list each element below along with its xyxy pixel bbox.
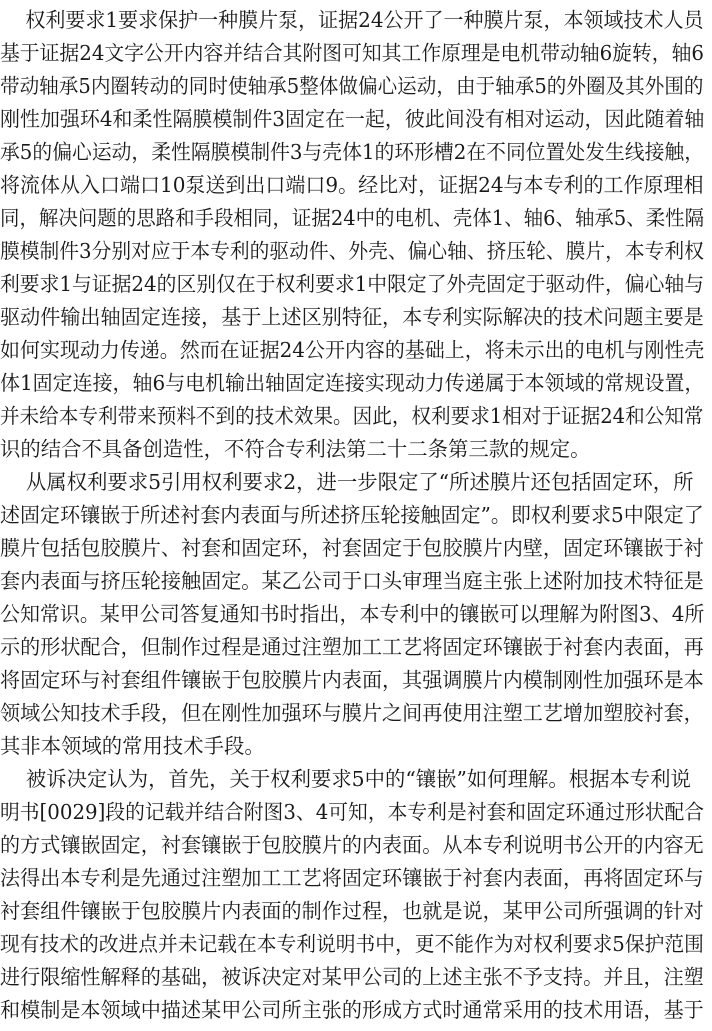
text-line: 将固定环与衬套组件镶嵌于包胶膜片内表面，其强调膜片内模制刚性加强环是本 — [0, 668, 704, 692]
text-line: 膜片包括包胶膜片、衬套和固定环，衬套固定于包胶膜片内壁，固定环镶嵌于衬 — [0, 536, 704, 560]
text-line: 法得出本专利是先通过注塑加工工艺将固定环镶嵌于衬套内表面，再将固定环与 — [0, 866, 704, 890]
text-line: 驱动件输出轴固定连接，基于上述区别特征，本专利实际解决的技术问题主要是 — [0, 305, 704, 329]
text-line: 从属权利要求5引用权利要求2，进一步限定了“所述膜片还包括固定环，所 — [0, 470, 694, 494]
text-line: 体1固定连接，轴6与电机输出轴固定连接实现动力传递属于本领域的常规设置， — [0, 371, 705, 395]
text-line: 示的形状配合，但制作过程是通过注塑加工工艺将固定环镶嵌于衬套内表面，再 — [0, 635, 704, 659]
text-line: 现有技术的改进点并未记载在本专利说明书中，更不能作为对权利要求5保护范围 — [0, 932, 704, 956]
text-line: 述固定环镶嵌于所述衬套内表面与所述挤压轮接触固定”。即权利要求5中限定了 — [0, 503, 704, 527]
text-line: 识的结合不具备创造性，不符合专利法第二十二条第三款的规定。 — [0, 437, 591, 461]
text-line: 的方式镶嵌固定，衬套镶嵌于包胶膜片的内表面。从本专利说明书公开的内容无 — [0, 833, 704, 857]
text-line: 承5的偏心运动，柔性隔膜模制件3与壳体1的环形槽2在不同位置处发生线接触， — [0, 140, 704, 164]
text-line: 权利要求1要求保护一种膜片泵，证据24公开了一种膜片泵，本领域技术人员 — [0, 8, 704, 32]
text-line: 领域公知技术手段，但在刚性加强环与膜片之间再使用注塑工艺增加塑胶衬套， — [0, 701, 704, 725]
text-line: 套内表面与挤压轮接触固定。某乙公司于口头审理当庭主张上述附加技术特征是 — [0, 569, 704, 593]
text-line: 膜模制件3分别对应于本专利的驱动件、外壳、偏心轴、挤压轮、膜片，本专利权 — [0, 239, 704, 263]
text-line: 公知常识。某甲公司答复通知书时指出，本专利中的镶嵌可以理解为附图3、4所 — [0, 602, 705, 626]
text-line: 进行限缩性解释的基础，被诉决定对某甲公司的上述主张不予支持。并且，注塑 — [0, 965, 704, 989]
text-line: 和模制是本领域中描述某甲公司所主张的形成方式时通常采用的技术用语，基于 — [0, 998, 704, 1022]
text-line: 同，解决问题的思路和手段相同，证据24中的电机、壳体1、轴6、轴承5、柔性隔 — [0, 206, 705, 230]
text-line: 衬套组件镶嵌于包胶膜片内表面的制作过程，也就是说，某甲公司所强调的针对 — [0, 899, 704, 923]
text-line: 带动轴承5内圈转动的同时使轴承5整体做偏心运动，由于轴承5的外圈及其外围的 — [0, 74, 704, 98]
text-line: 将流体从入口端口10泵送到出口端口9。经比对，证据24与本专利的工作原理相 — [0, 173, 704, 197]
text-line: 如何实现动力传递。然而在证据24公开内容的基础上，将未示出的电机与刚性壳 — [0, 338, 705, 362]
text-line: 其非本领域的常用技术手段。 — [0, 734, 265, 758]
text-line: 基于证据24文字公开内容并结合其附图可知其工作原理是电机带动轴6旋转，轴6 — [0, 41, 704, 65]
text-line: 被诉决定认为，首先，关于权利要求5中的“镶嵌”如何理解。根据本专利说 — [0, 767, 691, 791]
text-line: 明书[0029]段的记载并结合附图3、4可知，本专利是衬套和固定环通过形状配合 — [0, 800, 705, 824]
text-line: 刚性加强环4和柔性隔膜模制件3固定在一起，彼此间没有相对运动，因此随着轴 — [0, 107, 705, 131]
text-line: 并未给本专利带来预料不到的技术效果。因此，权利要求1相对于证据24和公知常 — [0, 404, 704, 428]
text-line: 利要求1与证据24的区别仅在于权利要求1中限定了外壳固定于驱动件，偏心轴与 — [0, 272, 704, 296]
